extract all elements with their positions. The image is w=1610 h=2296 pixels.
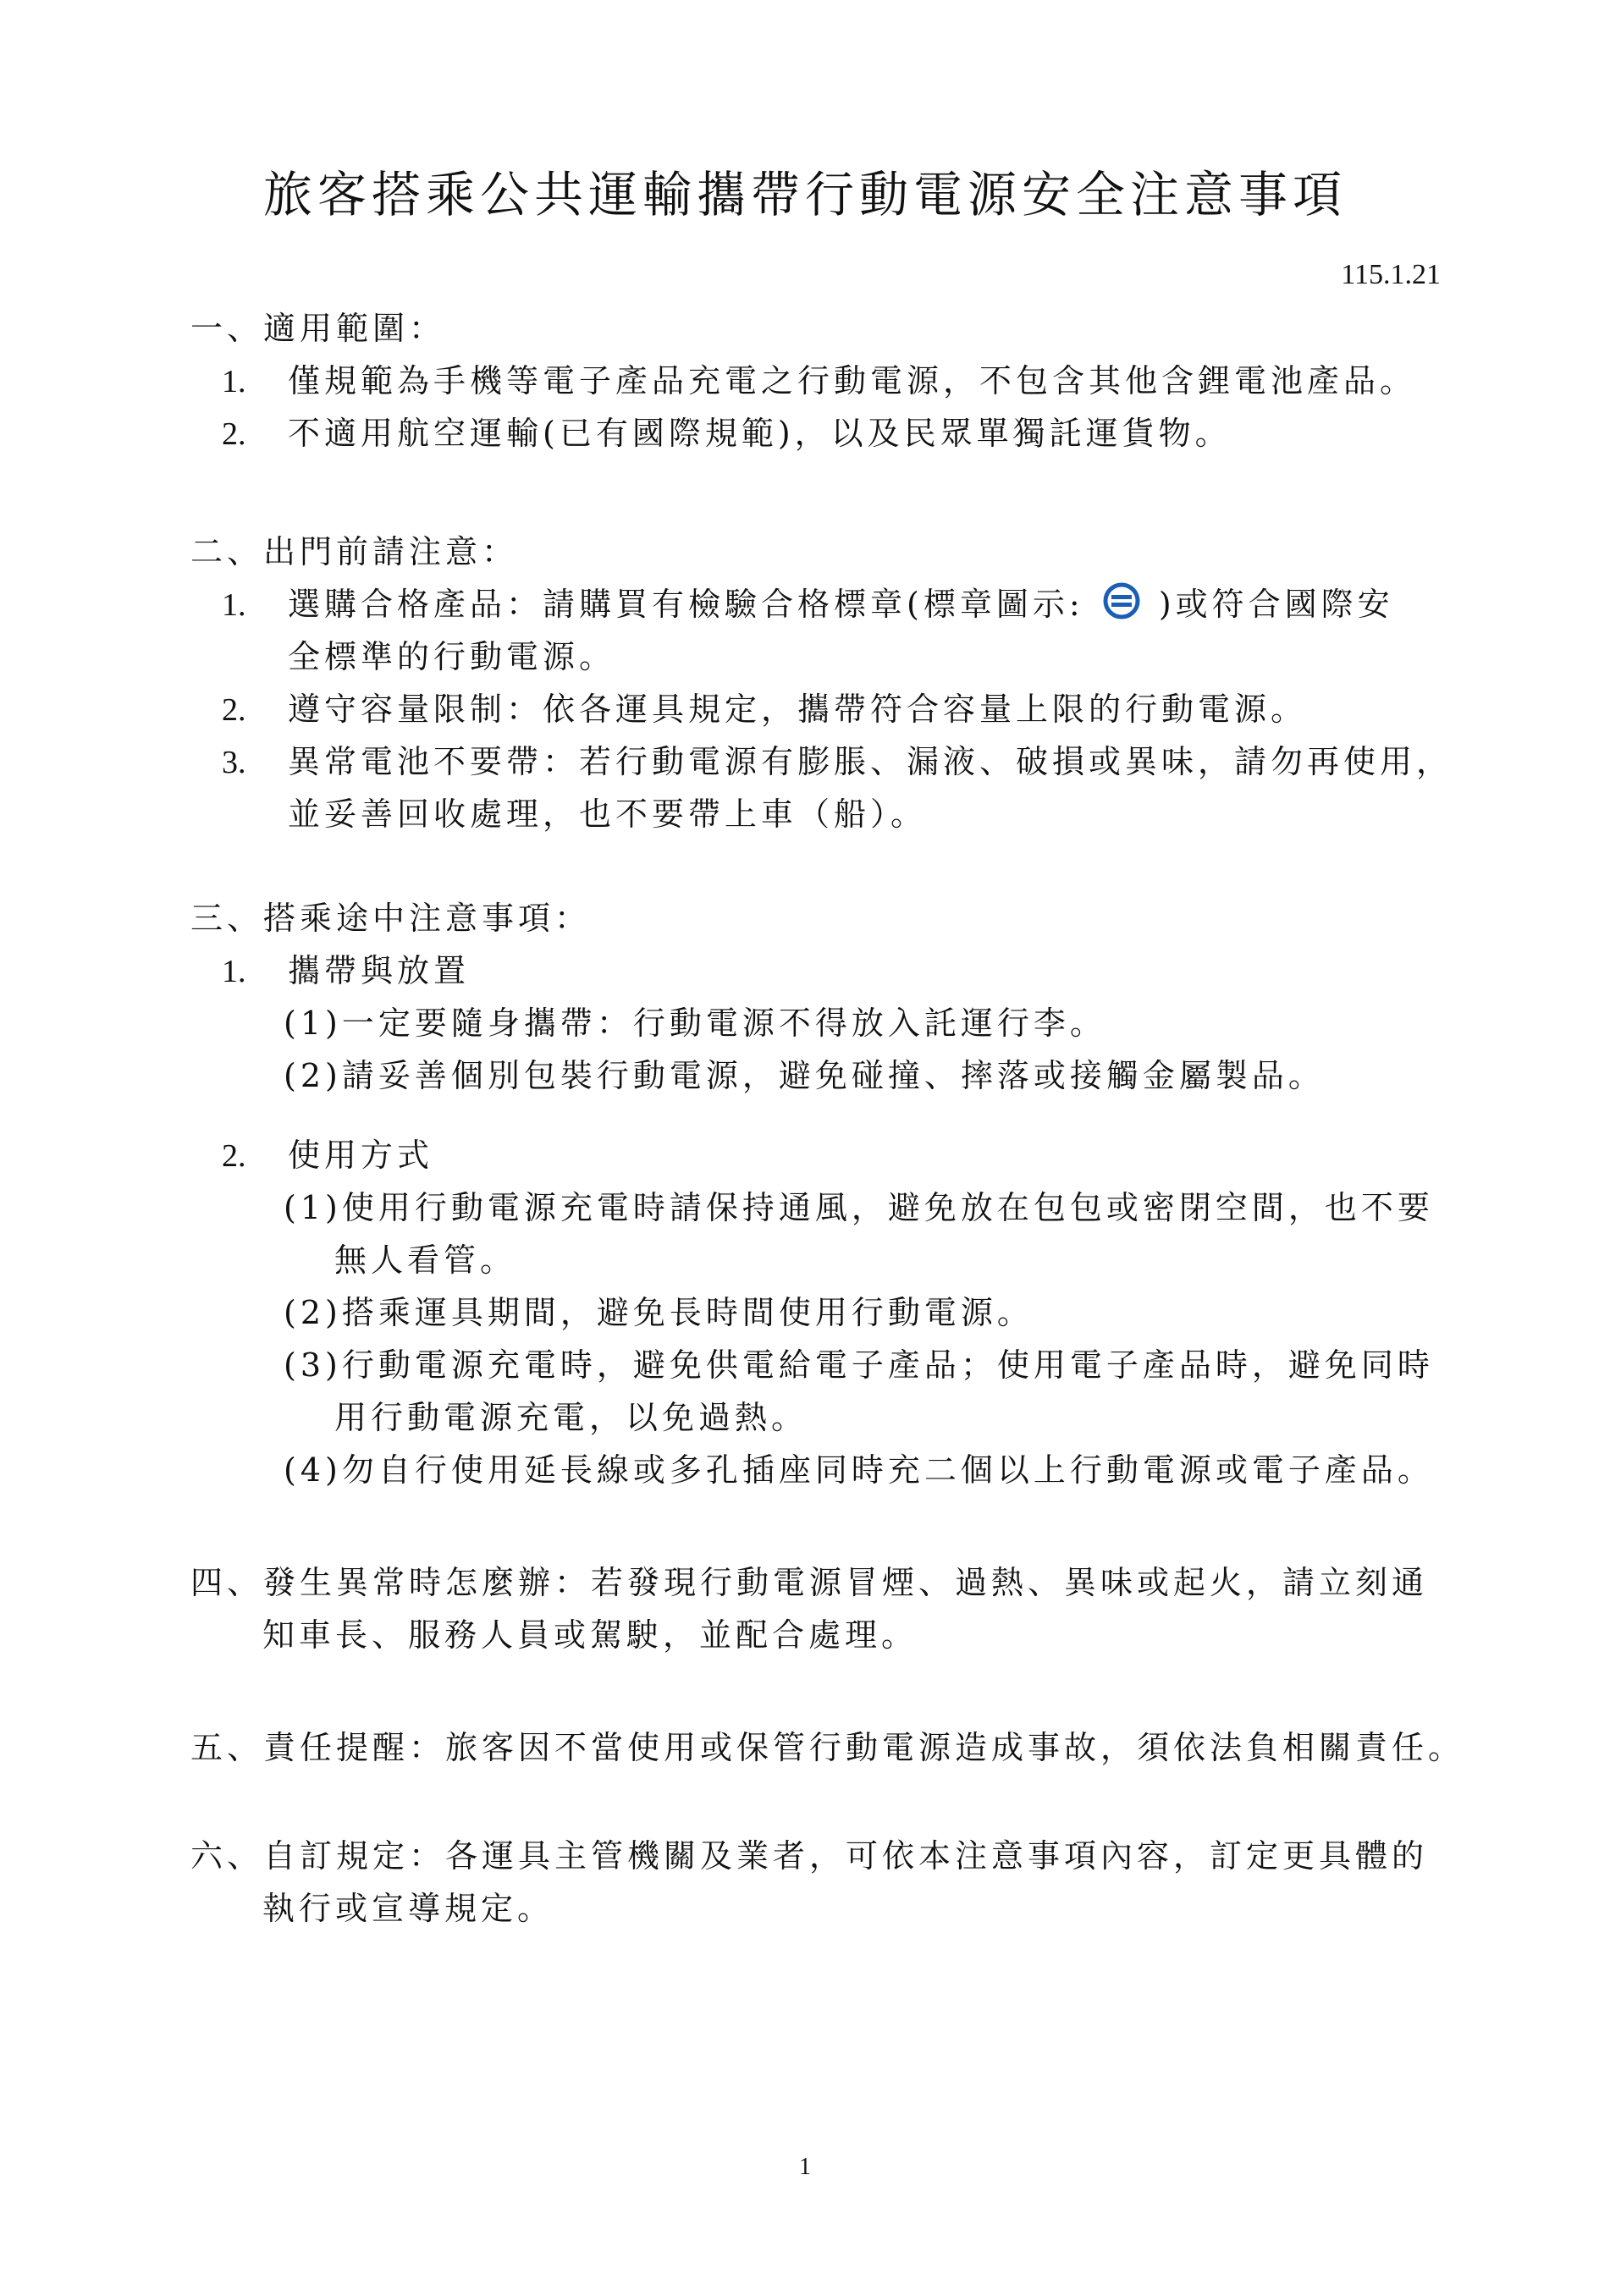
item-text: 僅規範為手機等電子產品充電之行動電源，不包含其他含鋰電池產品。 [288,362,1417,399]
section-3-sub-2-item-1-continued: 無人看管。 [334,1242,517,1279]
section-2-item-1 [222,579,1394,630]
section-3-sub-2-item-3: (3)行動電源充電時，避免供電給電子產品；使用電子產品時，避免同時 [284,1346,1434,1384]
section-2-heading: 二、出門前請注意： [190,533,519,570]
section-6-line-1: 六、自訂規定：各運具主管機關及業者，可依本注意事項內容，訂定更具體的 [190,1837,1429,1875]
item-text-continued: )或符合國際安 [1158,586,1394,623]
section-2-item-1-continued: 全標準的行動電源。 [288,638,616,675]
item-number: 1. [222,954,246,989]
item-text: 遵守容量限制：依各運具規定，攜帶符合容量上限的行動電源。 [288,691,1308,728]
item-text: 不適用航空運輸(已有國際規範)，以及民眾單獨託運貨物。 [288,415,1232,452]
item-number: 1. [222,364,246,399]
section-1-item-2 [222,408,1232,460]
section-3-heading: 三、搭乘途中注意事項： [190,900,592,937]
item-number: 2. [222,692,246,728]
section-6-line-2: 執行或宣導規定。 [262,1890,554,1927]
section-4-line-1: 四、發生異常時怎麼辦：若發現行動電源冒煙、過熱、異味或起火，請立刻通 [190,1564,1429,1601]
section-2-item-2 [222,684,1307,735]
section-2-item-3 [222,736,1453,788]
item-number: 2. [222,416,246,452]
inspection-mark-icon [1102,581,1141,620]
section-3-sub-1-item-2: (2)請妥善個別包裝行動電源，避免碰撞、摔落或接觸金屬製品。 [284,1057,1325,1094]
section-5-line-1: 五、責任提醒：旅客因不當使用或保管行動電源造成事故，須依法負相關責任。 [190,1729,1465,1766]
section-3-sub-1 [222,945,470,997]
item-number: 3. [222,745,246,780]
section-3-sub-2-item-4: (4)勿自行使用延長線或多孔插座同時充二個以上行動電源或電子產品。 [284,1451,1434,1489]
item-text: 選購合格產品：請購買有檢驗合格標章(標章圖示: [288,586,1084,623]
document-title: 旅客搭乘公共運輸攜帶行動電源安全注意事項 [262,166,1347,223]
sub-label: 使用方式 [288,1137,434,1174]
item-number: 1. [222,587,246,623]
item-text: 異常電池不要帶：若行動電源有膨脹、漏液、破損或異味，請勿再使用， [288,743,1453,780]
section-3-sub-2-item-2: (2)搭乘運具期間，避免長時間使用行動電源。 [284,1294,1034,1331]
section-3-sub-2-item-1: (1)使用行動電源充電時請保持通風，避免放在包包或密閉空間，也不要 [284,1189,1434,1226]
section-1-item-1 [222,355,1416,407]
document-date: 115.1.21 [1341,259,1441,290]
page-number: 1 [799,2154,811,2180]
sub-label: 攜帶與放置 [288,952,471,989]
section-1-heading: 一、適用範圍： [190,310,446,347]
section-3-sub-1-item-1: (1)一定要隨身攜帶：行動電源不得放入託運行李。 [284,1005,1106,1042]
section-3-sub-2-item-3-continued: 用行動電源充電，以免過熱。 [334,1399,808,1436]
item-number: 2. [222,1138,246,1174]
section-3-sub-2 [222,1130,433,1181]
section-4-line-2: 知車長、服務人員或駕駛，並配合處理。 [262,1616,918,1654]
section-2-item-3-continued: 並妥善回收處理，也不要帶上車（船）。 [288,796,928,833]
